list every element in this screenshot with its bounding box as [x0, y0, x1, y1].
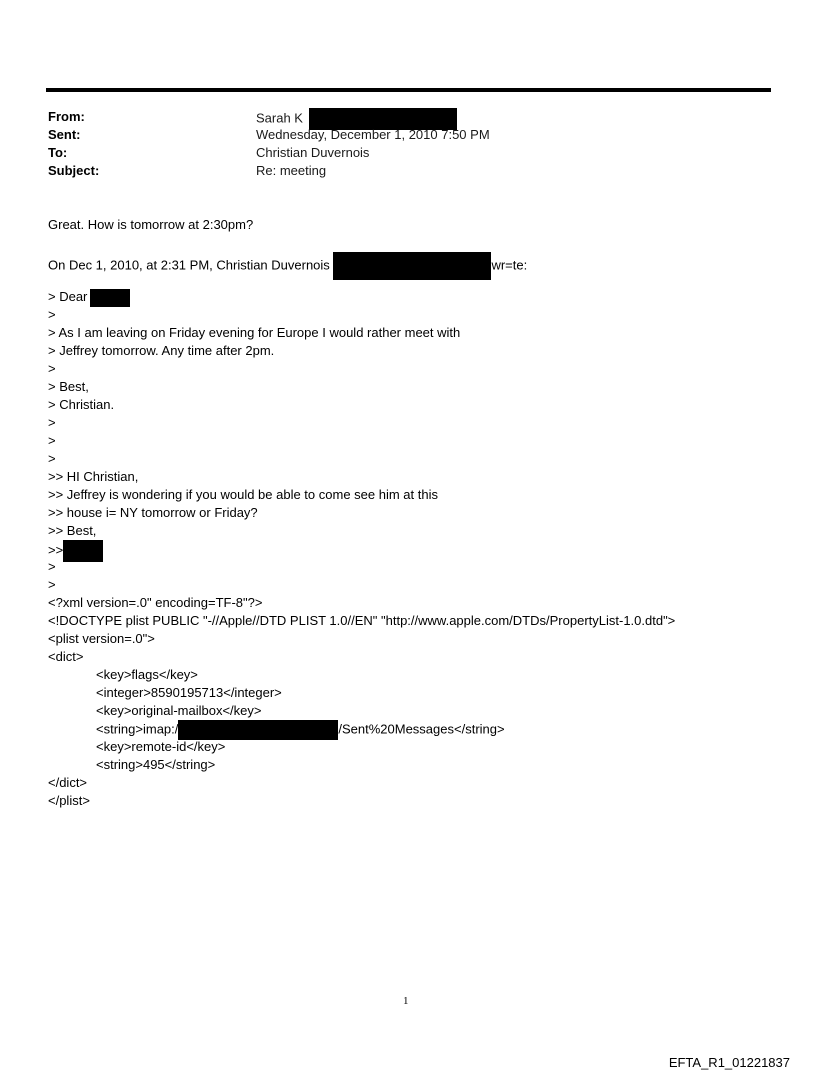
attribution-prefix: On Dec 1, 2010, at 2:31 PM, Christian Duvernois	[48, 257, 330, 273]
document-id: EFTA_R1_01221837	[668, 1055, 790, 1070]
quoted-line: >	[48, 559, 56, 574]
to-value: Christian Duvernois	[256, 145, 370, 160]
quoted-line: > Christian.	[48, 397, 115, 412]
redaction-box	[333, 252, 491, 280]
quoted-nested5: >>	[48, 542, 64, 558]
imap-suffix: /Sent%20Messages</string>	[338, 721, 505, 737]
quoted-line: >	[48, 361, 56, 376]
email-header	[48, 108, 768, 180]
xml-line: <key>original-mailbox</key>	[96, 703, 262, 718]
xml-line: <key>flags</key>	[96, 667, 198, 682]
page-number: 1	[403, 995, 409, 1007]
header-rule	[46, 88, 771, 92]
redaction-box	[90, 289, 130, 307]
quoted-line: > Best,	[48, 379, 89, 394]
quoted-line: > Jeffrey tomorrow. Any time after 2pm.	[48, 343, 275, 358]
quoted-line	[48, 540, 788, 558]
from-name: Sarah K	[256, 110, 303, 126]
quoted-line: >	[48, 415, 56, 430]
quoted-line: >> Best,	[48, 523, 97, 538]
sent-value: Wednesday, December 1, 2010 7:50 PM	[256, 127, 490, 142]
xml-line: <key>remote-id</key>	[96, 739, 226, 754]
redaction-box	[63, 540, 103, 562]
attribution-suffix: wr=te:	[491, 257, 528, 273]
quoted-line: >> HI Christian,	[48, 469, 139, 484]
quoted-line: >> house i= NY tomorrow or Friday?	[48, 505, 258, 520]
from-row	[48, 108, 768, 126]
quoted-line: > As I am leaving on Friday evening for Europe I would rather meet with	[48, 325, 461, 340]
subject-value: Re: meeting	[256, 163, 327, 178]
xml-line: <?xml version=.0" encoding=TF-8"?>	[48, 595, 263, 610]
from-label: From:	[48, 109, 85, 124]
xml-line: <dict>	[48, 649, 84, 664]
email-body	[48, 216, 788, 810]
xml-line: <integer>8590195713</integer>	[96, 685, 282, 700]
sent-label: Sent:	[48, 127, 81, 142]
to-row	[48, 144, 768, 162]
reply-text: Great. How is tomorrow at 2:30pm?	[48, 217, 254, 232]
quoted-line	[48, 288, 788, 306]
xml-line: </plist>	[48, 793, 90, 808]
xml-line: <plist version=.0">	[48, 631, 155, 646]
quoted-line: >	[48, 307, 56, 322]
subject-row	[48, 162, 768, 180]
subject-label: Subject:	[48, 163, 100, 178]
quoted-line: >> Jeffrey is wondering if you would be able to come see him at this	[48, 487, 438, 502]
xml-line: <string>495</string>	[96, 757, 216, 772]
imap-prefix: <string>imap:/	[96, 721, 179, 737]
quoted-dear: > Dear	[48, 289, 88, 304]
quoted-line: >	[48, 451, 56, 466]
xml-line	[48, 720, 788, 738]
to-label: To:	[48, 145, 68, 160]
quoted-line: >	[48, 577, 56, 592]
quoted-line: >	[48, 433, 56, 448]
sent-row	[48, 126, 768, 144]
redaction-box	[178, 720, 338, 740]
attribution-line	[48, 252, 788, 273]
xml-line: </dict>	[48, 775, 88, 790]
xml-line: <!DOCTYPE plist PUBLIC "-//Apple//DTD PLIST 1.0//EN" "http://www.apple.com/DTDs/PropertyList-1.0.dtd">	[48, 613, 676, 628]
